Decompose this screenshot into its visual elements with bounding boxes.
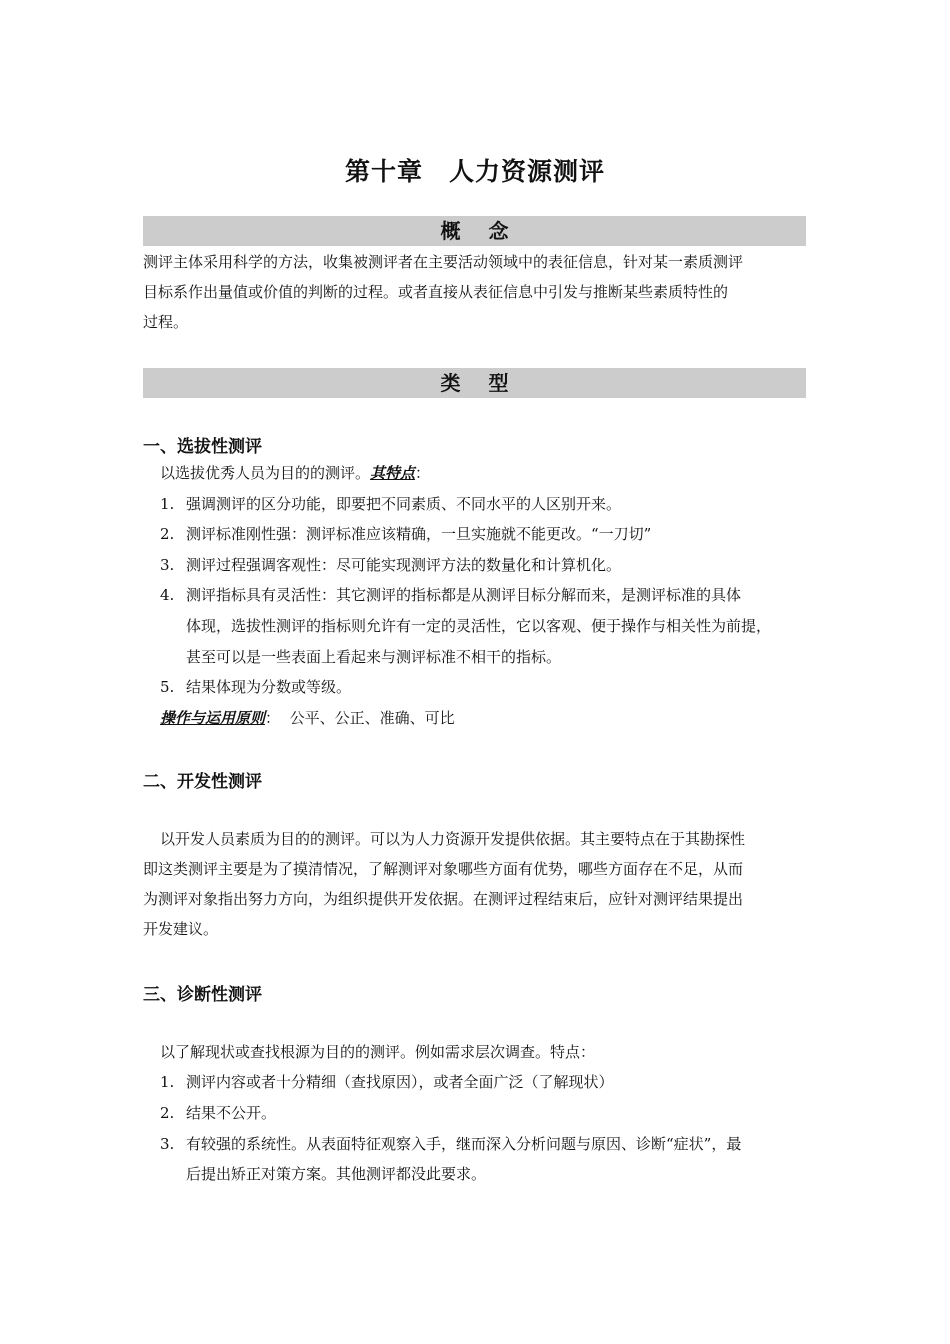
list-number: 5. (160, 678, 175, 696)
list-item (160, 489, 621, 519)
operation-principle (160, 703, 455, 733)
list-text: 结果体现为分数或等级。 (186, 678, 352, 696)
section-heading-selection: 一、选拔性测评 (143, 437, 262, 457)
list-number: 1. (160, 495, 175, 513)
concept-line: 过程。 (143, 313, 189, 331)
development-line: 即这类测评主要是为了摸清情况，了解测评对象哪些方面有优势，哪些方面存在不足，从而 (143, 860, 744, 878)
list-text: 强调测评的区分功能，即要把不同素质、不同水平的人区别开来。 (186, 495, 622, 513)
list-item (160, 550, 621, 580)
list-text: 测评内容或者十分精细（查找原因），或者全面广泛（了解现状） (186, 1073, 614, 1091)
list-text-continuation: 后提出矫正对策方案。其他测评都没此要求。 (186, 1165, 487, 1183)
list-item (160, 672, 351, 702)
list-text-continuation: 甚至可以是一些表面上看起来与测评标准不相干的指标。 (186, 648, 562, 666)
types-header-bar: 类型 (143, 368, 806, 398)
list-number: 2. (160, 525, 175, 543)
list-text: 有较强的系统性。从表面特征观察入手，继而深入分析问题与原因、诊断“症状”，最 (186, 1135, 742, 1153)
colon: ： (415, 464, 431, 482)
list-number: 2. (160, 1104, 175, 1122)
concept-header-bar: 概念 (143, 216, 806, 246)
section-heading-development: 二、开发性测评 (143, 772, 262, 792)
principle-text: 公平、公正、准确、可比 (289, 709, 455, 727)
list-text: 测评过程强调客观性：尽可能实现测评方法的数量化和计算机化。 (186, 556, 622, 574)
selection-intro-text: 以选拔优秀人员为目的的测评。 (160, 464, 371, 482)
list-text: 测评标准刚性强：测评标准应该精确，一旦实施就不能更改。“一刀切” (186, 525, 652, 543)
concept-line: 目标系作出量值或价值的判断的过程。或者直接从表征信息中引发与推断某些素质特性的 (143, 283, 729, 301)
concept-paragraph (143, 247, 808, 337)
selection-features-label: 其特点 (370, 464, 416, 482)
list-text-continuation: 体现，选拔性测评的指标则允许有一定的灵活性，它以客观、便于操作与相关性为前提， (186, 617, 772, 635)
chapter-title: 第十章 人力资源测评 (344, 157, 605, 186)
list-item (160, 1129, 741, 1159)
section-heading-diagnostic: 三、诊断性测评 (143, 985, 262, 1005)
development-line: 为测评对象指出努力方向，为组织提供开发依据。在测评过程结束后，应针对测评结果提出 (143, 890, 744, 908)
principle-label: 操作与运用原则 (160, 709, 266, 727)
list-text: 结果不公开。 (186, 1104, 277, 1122)
list-item (160, 580, 741, 610)
list-number: 4. (160, 586, 175, 604)
list-item (160, 1098, 276, 1128)
development-line: 以开发人员素质为目的的测评。可以为人力资源开发提供依据。其主要特点在于其勘探性 (160, 830, 746, 848)
concept-line: 测评主体采用科学的方法，收集被测评者在主要活动领域中的表征信息，针对某一素质测评 (143, 253, 744, 271)
colon: ： (265, 709, 281, 727)
list-item (160, 1067, 614, 1097)
list-number: 1. (160, 1073, 175, 1091)
diagnostic-intro: 以了解现状或查找根源为目的的测评。例如需求层次调查。特点： (160, 1043, 596, 1061)
list-item (160, 519, 651, 549)
list-number: 3. (160, 556, 175, 574)
development-line: 开发建议。 (143, 920, 219, 938)
selection-intro (160, 458, 430, 488)
list-text: 测评指标具有灵活性：其它测评的指标都是从测评目标分解而来，是测评标准的具体 (186, 586, 742, 604)
development-paragraph (143, 824, 808, 944)
list-number: 3. (160, 1135, 175, 1153)
